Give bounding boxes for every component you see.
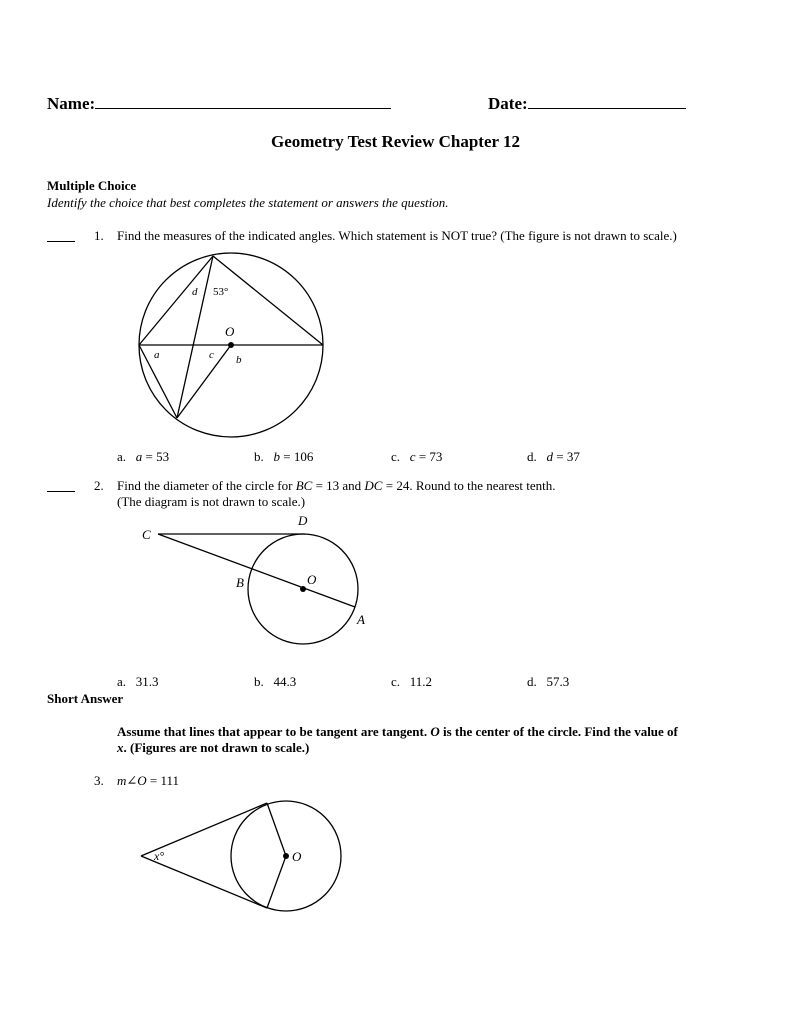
name-label: Name:: [47, 94, 96, 113]
q3-center-point: [283, 853, 289, 859]
q2-answer-blank[interactable]: [47, 479, 75, 496]
q1-label-c: c: [209, 349, 214, 361]
q2-label-C: C: [142, 527, 151, 542]
q1-label-b: b: [236, 354, 242, 366]
q2-label-B: B: [236, 575, 244, 590]
q1-choice-c[interactable]: c. c = 73: [391, 449, 443, 464]
q2-text: Find the diameter of the circle for BC = 13 and DC = 24. Round to the nearest tenth.: [117, 478, 556, 493]
q3-given: m∠O = 111: [117, 773, 180, 788]
q3-radius-bottom: [267, 856, 286, 908]
name-field: [47, 94, 391, 114]
date-label: Date:: [488, 94, 528, 113]
q3-tangent-bottom: [141, 856, 267, 908]
q1-answer-blank[interactable]: [47, 229, 75, 246]
q2-choice-b[interactable]: b. 44.3: [254, 674, 297, 689]
q2-label-O: O: [307, 572, 317, 587]
date-field: [488, 94, 686, 114]
short-answer-instructions: Assume that lines that appear to be tangent are tangent. O is the center of the circle. Find the value of x. (Figures are not drawn to scale.): [117, 724, 678, 755]
q2-figure: [130, 510, 380, 650]
q3-number: 3.: [94, 773, 104, 788]
q1-label-angle: 53°: [213, 286, 229, 298]
short-answer-heading: Short Answer: [47, 691, 124, 706]
q1-center-point: [228, 342, 234, 348]
q3-label-O: O: [292, 849, 302, 864]
q1-number: 1.: [94, 228, 104, 243]
q2-choice-d[interactable]: d. 57.3: [527, 674, 570, 689]
q1-choice-a[interactable]: a. a = 53: [117, 449, 170, 464]
q3-label-x: x°: [154, 849, 165, 863]
q2-secant-CA: [158, 534, 355, 607]
multiple-choice-instructions: Identify the choice that best completes the statement or answers the question.: [47, 195, 449, 210]
name-blank-line[interactable]: [95, 94, 391, 109]
q2-number: 2.: [94, 478, 104, 493]
q1-choice-b[interactable]: b. b = 106: [254, 449, 314, 464]
page-title: Geometry Test Review Chapter 12: [271, 132, 520, 151]
q1-label-a: a: [154, 349, 160, 361]
q3-figure: [130, 795, 350, 920]
q1-label-O: O: [225, 324, 235, 339]
date-blank-line[interactable]: [528, 94, 686, 109]
q2-text-line2: (The diagram is not drawn to scale.): [117, 494, 306, 509]
q2-choice-a[interactable]: a. 31.3: [117, 674, 159, 689]
q2-center-point: [300, 586, 306, 592]
q1-choice-d[interactable]: d. d = 37: [527, 449, 580, 464]
q2-label-A: A: [357, 612, 365, 627]
multiple-choice-heading: Multiple Choice: [47, 178, 137, 193]
q2-label-D: D: [298, 513, 308, 528]
q2-choice-c[interactable]: c. 11.2: [391, 674, 433, 689]
q3-radius-top: [267, 803, 286, 856]
q1-label-d: d: [192, 286, 198, 298]
q1-figure: [130, 245, 335, 445]
q1-text: Find the measures of the indicated angles. Which statement is NOT true? (The figure is not drawn to scale.): [117, 228, 677, 243]
